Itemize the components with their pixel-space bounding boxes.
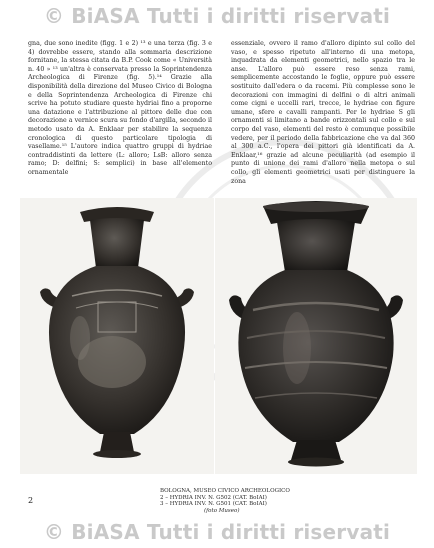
caption-credit: (foto Museo) bbox=[204, 507, 240, 514]
hydria-right-image bbox=[215, 198, 417, 474]
paragraph-right: essenziale, ovvero il ramo d'alloro dipinto sul collo del vaso, e spesso ripetuto all'interno di una metopa, inquadrata da elementi geometrici, nello spazio tra le anse. L'alloro può essere reso senza rami, semplicemente accostando le foglie, oppure può essere sostituito dall'edera o da racemi. Più complesse sono le decorazioni con immagini di delfini o di altri animali come cigni e uccelli rari, trecce, le hydriae con figure umane, sfere e cavalli rampanti. Per le hydriae S gli ornamenti si limitano a bande orizzontali sul collo e sul corpo del vaso, elementi del resto è comunque possibile vedere, per il periodo della fabbricazione che va dal 360 al 300 a.C., l'opera dei pittori già identificati da A. Enklaar,¹⁶ grazie ad alcune peculiarità (ad esempio il punto di unione dei rami d'alloro nella metopa o sul collo, gli elementi geometrici usati per distinguere la zona bbox=[231, 40, 415, 185]
caption-line-3: 3 – HYDRIA INV. N. G501 (CAT. BoIAI) bbox=[160, 501, 267, 508]
photo-hydria-right bbox=[215, 198, 417, 474]
page-number: 2 bbox=[28, 496, 34, 505]
hydria-left-image bbox=[20, 198, 214, 474]
caption-line-2: 2 – HYDRIA INV. N. G502 (CAT. BoIAI) bbox=[160, 494, 267, 501]
caption-line-1: BOLOGNA, MUSEO CIVICO ARCHEOLOGICO bbox=[160, 488, 290, 494]
figure-caption bbox=[160, 488, 340, 514]
text-column-left bbox=[28, 40, 212, 178]
text-column-right bbox=[231, 40, 415, 186]
photo-hydria-left bbox=[20, 198, 214, 474]
watermark-bottom: © BiASA Tutti i diritti riservati bbox=[43, 520, 391, 544]
paragraph-left: gna, due sono inedite (figg. 1 e 2) ¹³ e una terza (fig. 3 e 4) dovrebbe essere, stando alla sommaria descrizione fornitane, la stessa citata da B.P. Cook come « Università n. 40 » ¹³ un'altra è conservata presso la Soprintendenza Archeologica di Firenze (fig. 5).¹⁴ Grazie alla disponibilità della direzione del Museo Civico di Bologna e della Soprintendenza Archeologica di Firenze chi scrive ha potuto studiare queste hydriai fino a proporne una datazione e l'attribuzione al pittore delle due con decorazione a vernice scura su fondo d'argilla, secondo il metodo usato da A. Enklaar per stabilire la sequenza cronologica di questo particolare tipologia di vasellame.¹⁵ L'autore indica quattro gruppi di hydriae contraddistinti da lettere (L: alloro; LsB: alloro senza ramo; D: delfini; S: semplici) in base all'elemento ornamentale bbox=[28, 40, 212, 176]
watermark-top: © BiASA Tutti i diritti riservati bbox=[43, 4, 391, 28]
